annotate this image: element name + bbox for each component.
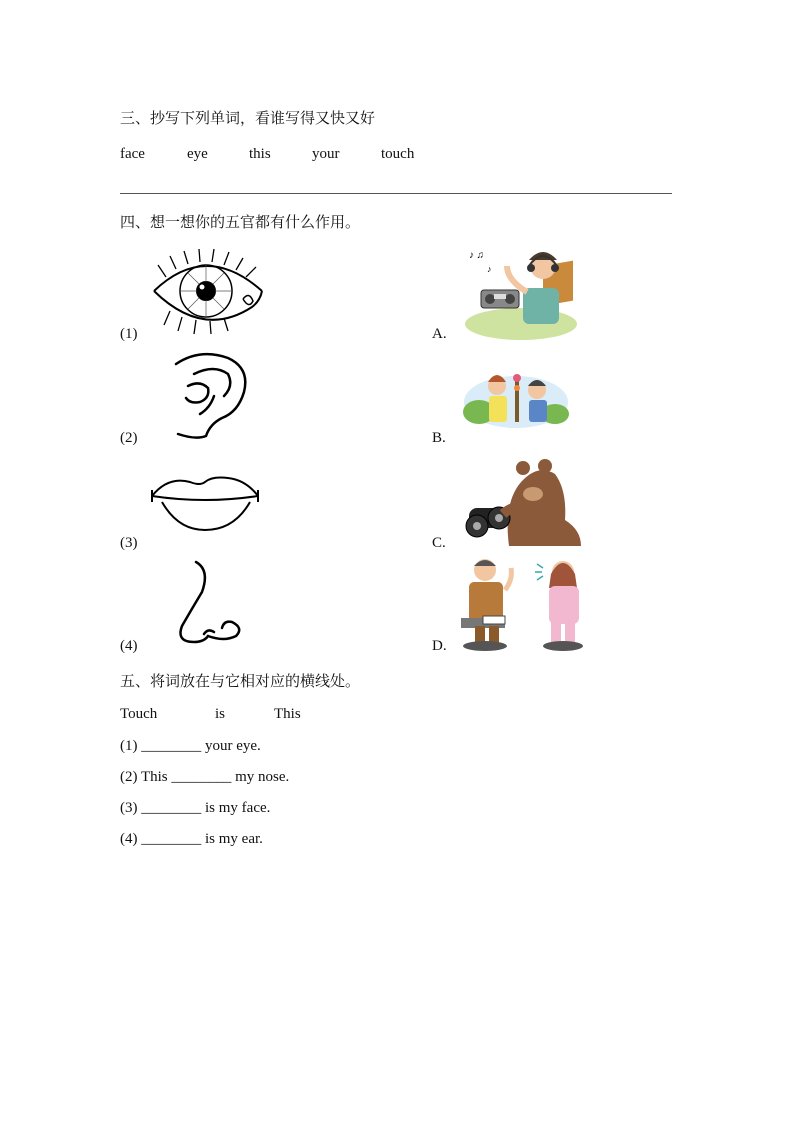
man-listening-to-music xyxy=(463,244,575,340)
ear-drawing xyxy=(170,352,252,440)
section5-heading: 五、将词放在与它相对应的横线处。 xyxy=(120,672,361,690)
word-your: your xyxy=(312,146,340,162)
children-smelling-flowers xyxy=(463,368,569,430)
fill-item-2: (2) This ________ my nose. xyxy=(120,769,290,785)
section4-heading: 四、想一想你的五官都有什么作用。 xyxy=(120,213,361,231)
word-face: face xyxy=(120,146,145,162)
fill-item-3: (3) ________ is my face. xyxy=(120,800,271,816)
word-bank-touch: Touch xyxy=(120,706,158,722)
word-eye: eye xyxy=(187,146,208,162)
word-bank-is: is xyxy=(215,706,226,722)
writing-line xyxy=(120,193,672,194)
mouth-drawing xyxy=(148,470,262,532)
option-label-b: B. xyxy=(432,430,446,446)
bear-with-binoculars xyxy=(463,460,583,548)
item-label-1: (1) xyxy=(120,326,138,342)
svg-text:♪: ♪ xyxy=(487,264,492,274)
svg-text:♪ ♫: ♪ ♫ xyxy=(469,250,484,261)
nose-drawing xyxy=(174,560,244,646)
item-label-3: (3) xyxy=(120,535,138,551)
item-label-4: (4) xyxy=(120,638,138,654)
item-label-2: (2) xyxy=(120,430,138,446)
option-label-a: A. xyxy=(432,326,447,342)
word-touch: touch xyxy=(381,146,415,162)
eye-drawing xyxy=(148,247,266,335)
fill-item-4: (4) ________ is my ear. xyxy=(120,831,263,847)
option-label-d: D. xyxy=(432,638,447,654)
fill-item-1: (1) ________ your eye. xyxy=(120,738,261,754)
option-label-c: C. xyxy=(432,535,446,551)
word-this: this xyxy=(249,146,271,162)
word-bank-this: This xyxy=(274,706,301,722)
two-people-talking xyxy=(455,556,585,652)
section3-heading: 三、抄写下列单词，看谁写得又快又好 xyxy=(120,109,376,127)
